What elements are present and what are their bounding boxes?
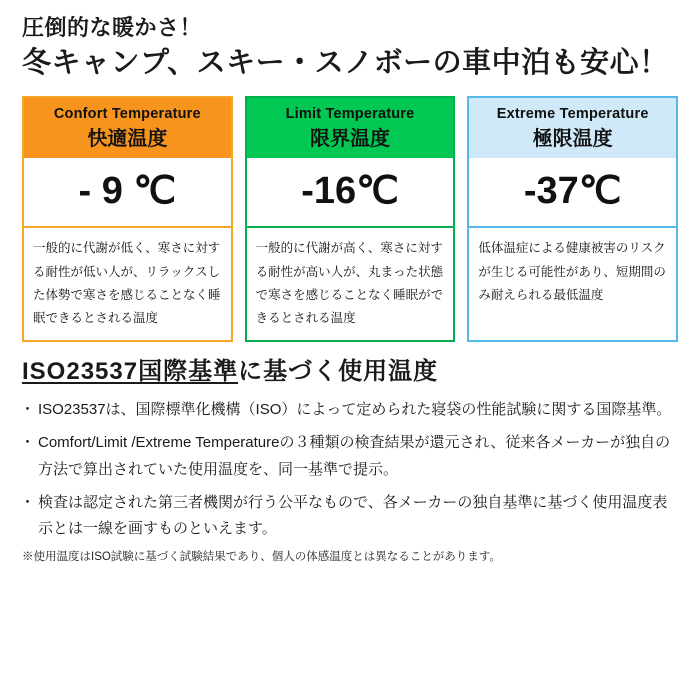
card-limit-description: 一般的に代謝が高く、寒さに対する耐性が高い人が、丸まった状態で寒さを感じることなく睡眠ができるとされる温度 — [255, 241, 444, 325]
section-title-underlined: ISO23537国際基準 — [22, 357, 239, 385]
card-comfort-title-ja: 快適温度 — [87, 127, 168, 150]
card-comfort-header — [24, 98, 231, 157]
section-title-rest: に基づく使用温度 — [238, 357, 439, 385]
card-extreme-temperature — [467, 96, 678, 342]
footnote: ※使用温度はISO試験に基づく試験結果であり、個人の体感温度とは異なることがあります。 — [22, 551, 501, 564]
section-title — [22, 356, 678, 387]
card-extreme-value: -37℃ — [469, 158, 676, 229]
card-comfort-title-en: Confort Temperature — [53, 106, 201, 123]
card-extreme-title-en: Extreme Temperature — [496, 106, 649, 123]
temperature-cards — [22, 96, 678, 342]
card-limit-value: -16℃ — [247, 158, 454, 229]
card-comfort-temperature — [22, 96, 233, 342]
card-limit-title-ja: 限界温度 — [310, 127, 390, 150]
card-comfort-value: - 9 ℃ — [24, 158, 231, 229]
list-item: ・ Comfort/Limit /Extreme Temperatureの３種類の検査結果が還元され、従来各メーカーが独自の方法で算出されていた使用温度を、同一基準で提示。 — [22, 430, 678, 483]
headline-line-1: 圧倒的な暖かさ！ — [22, 15, 203, 40]
card-extreme-header — [469, 98, 676, 157]
card-extreme-title-ja: 極限温度 — [532, 127, 613, 150]
card-comfort-description: 一般的に代謝が低く、寒さに対する耐性が低い人が、リラックスした体勢で寒さを感じることなく睡眠できるとされる温度 — [33, 241, 221, 325]
iso-bullet-list — [22, 397, 678, 542]
card-limit-temperature — [245, 96, 456, 342]
headline-line-2: 冬キャンプ、スキー・スノボーの車中泊も安心！ — [22, 46, 669, 79]
list-item: ・ ISO23537は、国際標準化機構（ISO）によって定められた寝袋の性能試験に関する国際基準。 — [22, 397, 678, 423]
card-limit-header — [247, 98, 454, 157]
list-item: ・ 検査は認定された第三者機関が行う公平なもので、各メーカーの独自基準に基づく使用温度表示とは一線を画すものといえます。 — [22, 490, 678, 543]
card-limit-title-en: Limit Temperature — [285, 106, 415, 123]
card-extreme-description: 低体温症による健康被害のリスクが生じる可能性があり、短期間のみ耐えられる最低温度 — [478, 241, 666, 302]
